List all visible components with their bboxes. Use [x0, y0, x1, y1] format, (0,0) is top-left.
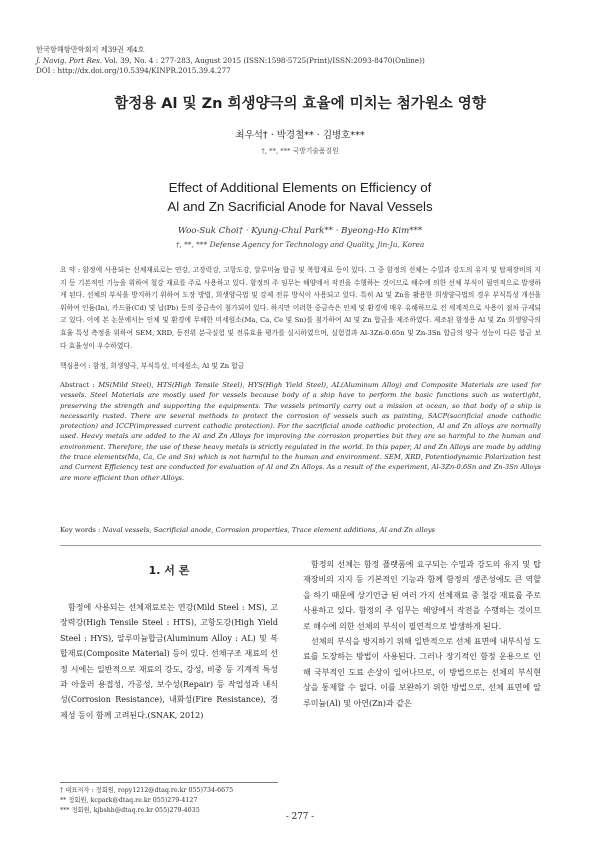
abstract-kr: 요 약 : 함정에 사용되는 선체재료로는 연강, 고장력강, 고항도강, 알루미늄 합금 및 복합재료 등이 있다. 그 중 함정의 선체는 수밀과 강도의 유지 및 탑재장비의 지지 등 기본적인 기능을 위하여 철강 재료를 주로 사용하고 있다. 함정의 주 임무는 해양에서 작전을 수행하는 것이므로 해수에 의한 선체 부식이 필연적으로 발생하게 된다. 선체의 부식을 방지하기 위하여 도장 방법, 희생양극법 및 강제 전류 방식이 사용되고 있다. 특히 Al 및 Zn을 활용한 희생양극법의 경우 부식특성 개선을 위하여 인듐(In), 카드뮴(Cd) 및 납(Pb) 등의 중금속이 첨가되어 있다. 하지만 이러한 중금속은 인체 및 환경에 매우 유해하므로 전 세계적으로 사용이 점차 규제되고 있다. 이에 본 논문에서는 인체 및 환경에 무해한 미세원소(Ma, Ca, Ce 및 Sn)를 첨가하여 Al 및 Zn 합금을 제조하였다. 제조된 함정용 Al 및 Zn 희생양극의 효율 특성 측정을 위하여 SEM, XRD, 동전위 분극실험 및 전류효율 평가를 실시하였으며, 실험결과 Al-3Zn-0.65n 및 Zn-3Sn 합금의 양극 성능이 다른 합금 보다 효율성이 우수하였다. [60, 266, 541, 350]
doi-line[interactable]: DOI : http://dx.doi.org/10.5394/KINPR.2015.39.4.277 [36, 66, 231, 76]
footnote-coauthor-1: ** 정회원, kcpark@dtaq.re.kr 055)279-4127 [60, 796, 198, 804]
keywords-en [60, 526, 541, 534]
body-paragraph: 함정의 선체는 함정 플랫폼에 요구되는 수밀과 강도의 유지 및 탑재장비의 지지 등 기본적인 기능과 함께 함정의 생존성에도 큰 역할을 하기 때문에 상기언급 된 여러 가지 선체재료 중 철강 재료를 주로 사용하고 있다. 함정의 주 임무는 해양에서 작전을 수행하는 것이므로 해수에 의한 선체의 부식이 필연적으로 발생하게 된다. [303, 560, 541, 631]
journal-name-kr: 한국항해항만학회지 제39권 제4호 [36, 45, 145, 54]
abstract-en-text: MS(Mild Steel), HTS(High Tensile Steel), HYS(High Yield Steel), AL(Aluminum Alloy) and Composite Materials are used for vessels. Steel Materials are mostly used for vessels because body of a ship have to perform the basic functions such as watertight, preserving the strength and supporting the equipments. The vessels primarily carry out a mission at ocean, so that body of a ship is necessarily rusted. There are several methods to protect the corrosion of vessels such as painting, SACP(sacrificial anode cathodic protection) and ICCP(impressed current cathodic protection). For the sacrificial anode cathodic protection, Al and Zn alloys are normally used. Heavy metals are added to the Al and Zn Alloys for improving the corrosion properties but they are so harmful to the human and environment. Therefore, the use of these heavy metals is strictly regulated in the world. In this paper, Al and Zn Alloys are made by adding the trace elements(Ma, Ca, Ce and Sn) which is not harmful to the human and environment. SEM, XRD, Potentiodynamic Polarization test and Current Efficiency test are conducted for evaluation of Al and Zn Alloys. As a result of the experiment, Al-3Zn-0.6Sn and Zn-3Sn Alloys are more efficient than other Alloys. [60, 381, 541, 482]
footnote-coauthor-2: *** 정회원, kjbshh@dtaq.re.kr 055)279-4035 [60, 806, 200, 814]
affiliation-kr: †, **, *** 국방기술품질원 [261, 147, 339, 155]
abstract-en [60, 380, 541, 483]
keywords-en-text: Naval vessels, Sacrificial anode, Corrosion properties, Trace element additions, Al and Zn alloys [102, 526, 436, 534]
body-paragraph: 함정에 사용되는 선체재료로는 연강(Mild Steel : MS), 고장력강(High Tensile Steel : HTS), 고항도강(High Yield Steel : HYS), 알루미늄합금(Aluminum Alloy : AL) 및 복합재료(Composite Material) 등이 있다. 선체구조 재료의 선정 시에는 일반적으로 재료의 강도, 강성, 비중 등 기계적 특성과 아울러 용접성, 가공성, 보수성(Repair) 등 작업성과 내식성(Corrosion Resistance), 내화성(Fire Resistance), 경제성 등이 함께 고려된다.(SNAK, 2012) [60, 603, 278, 720]
body-paragraph: 선체의 부식을 방지하기 위해 일반적으로 선체 표면에 내부식성 도료를 도장하는 방법이 사용된다. 그러나 장기적인 함정 운용으로 인해 국부적인 도료 손상이 일어나므로, 이 방법으로는 선체의 부식현상을 통제할 수 없다. 이를 보완하기 위한 방법으로, 선체 표면에 알루미늄(Al) 및 아연(Zn)과 같은 [303, 637, 541, 708]
paper-title-en [0, 178, 600, 216]
journal-abbrev: J. Navig. Port Res. [36, 55, 103, 65]
affiliation-en: †, **, *** Defense Agency for Technology and Quality, Jin-Ju, Korea [175, 240, 425, 249]
footnote-divider [60, 782, 278, 783]
title-en-line2: Al and Zn Sacrificial Anode for Naval Vessels [167, 199, 433, 214]
abstract-en-label: Abstract : [60, 381, 99, 389]
keywords-kr: 핵심용어 : 함정, 희생양극, 부식특성, 미세원소, Al 및 Zn 합금 [60, 362, 245, 370]
body-column-right [303, 557, 541, 711]
journal-citation [36, 56, 425, 67]
section-heading-introduction: 1. 서 론 [148, 564, 190, 577]
authors-kr: 최우석† · 박경철** · 김병호*** [235, 130, 365, 141]
authors-en: Woo-Suk Choi† · Kyung-Chul Park** · Byeong-Ho Kim*** [177, 226, 423, 236]
section-divider [60, 545, 541, 546]
keywords-en-label: Key words : [60, 526, 103, 534]
title-en-line1: Effect of Additional Elements on Efficiency of [168, 180, 432, 195]
page-number: - 277 - [285, 812, 315, 822]
journal-header [36, 45, 425, 77]
citation-details: Vol. 39, No. 4 : 277-283, August 2015 (ISSN:1598-5725(Print)/ISSN:2093-8470(Online)) [102, 55, 425, 65]
footnotes [60, 786, 300, 815]
footnote-corresponding-author: † 대표저자 : 정회원, ropy1212@dtaq.re.kr 055)734-6675 [60, 787, 234, 794]
paper-title-kr: 함정용 Al 및 Zn 희생양극의 효율에 미치는 첨가원소 영향 [114, 96, 486, 112]
body-column-left [60, 600, 278, 723]
